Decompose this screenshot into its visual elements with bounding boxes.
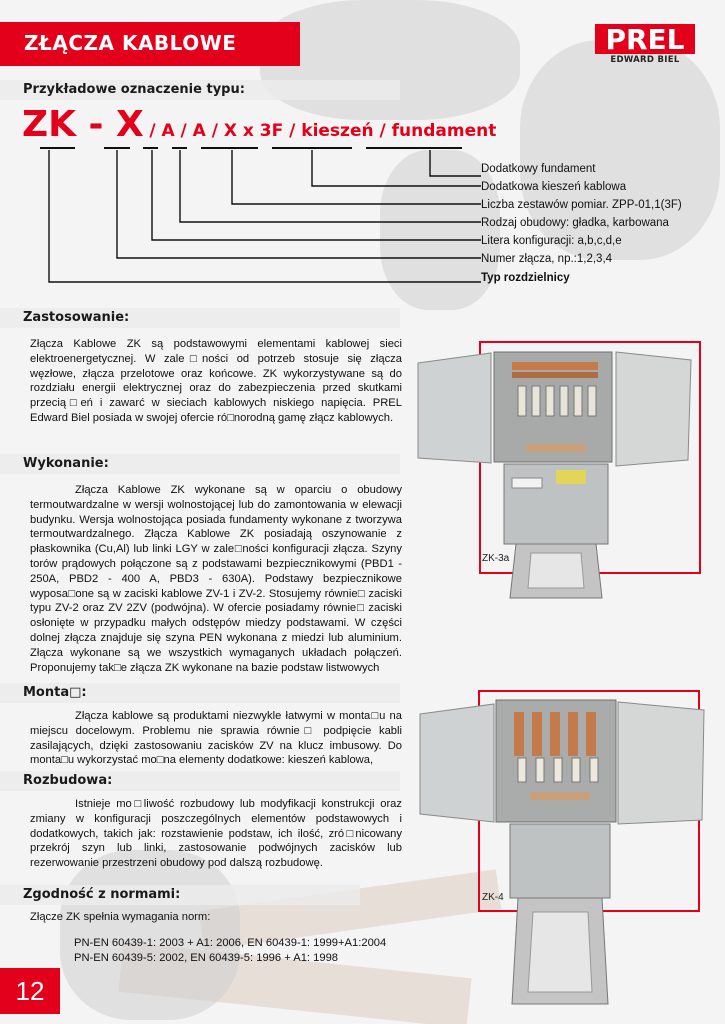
legend-obudowa: Rodzaj obudowy: gładka, karbowana — [481, 217, 669, 229]
montaz-heading: Monta□: — [23, 685, 87, 700]
legend-litera: Litera konfiguracji: a,b,c,d,e — [481, 235, 622, 247]
montaz-text — [30, 709, 402, 768]
legend-zestawy: Liczba zestawów pomiar. ZPP-01,1(3F) — [481, 199, 682, 211]
photo-zk4-label: ZK-4 — [482, 892, 504, 903]
photo-zk3a — [416, 348, 716, 603]
type-code-diagram — [0, 0, 725, 300]
normy-heading-bar — [0, 885, 360, 905]
page-number: 12 — [0, 968, 60, 1014]
rozbudowa-heading-bar — [0, 771, 400, 791]
montaz-heading-bar — [0, 683, 400, 703]
legend-typ: Typ rozdzielnicy — [481, 272, 570, 284]
normy-heading: Zgodność z normami: — [23, 887, 181, 902]
zastosowanie-body: Złącza Kablowe ZK są podstawowymi elementami kablowej sieci elektroenergetycznej. W zale□ności od potrzeb stosuje się złącza węzłowe, złącza przelotowe oraz końcowe. ZK wykorzystywane są do rozdziału energii elektrycznej oraz do zabezpieczenia przed skutkami przecią□eń i zawarć w sieciach kablowych niskiego napięcia. PREL Edward Biel posiada w swojej ofercie ró□norodną gamę złącz kablowych. — [30, 338, 402, 424]
rozbudowa-text — [30, 797, 402, 871]
wykonanie-text — [30, 483, 402, 675]
zastosowanie-heading-bar — [0, 308, 400, 328]
zastosowanie-text — [30, 337, 402, 426]
rozbudowa-body: Istnieje mo□liwość rozbudowy lub modyfikacji konstrukcji oraz zmiany w konfiguracji poszczególnych elementów podstawowych i dodatkowych, takich jak: rozstawienie podstaw, ich ilość, zró□nicowany przekrój szyn lub linki, zastosowanie podwójnych zacisków lub rezerwowanie przestrzeni obudowy pod dalszą rozbudowę. — [30, 798, 402, 870]
type-code-main: ZK - X — [22, 104, 144, 145]
type-code-rest: / A / A / X x 3F / kieszeń / fundament — [149, 121, 497, 141]
rozbudowa-heading: Rozbudowa: — [23, 773, 113, 788]
normy-line-2: PN-EN 60439-5: 2002, EN 60439-5: 1996 + A1: 1998 — [74, 951, 339, 964]
type-example-heading: Przykładowe oznaczenie typu: — [23, 82, 245, 97]
photo-zk3a-label: ZK-3a — [482, 553, 510, 564]
normy-text — [30, 910, 430, 965]
photo-zk4 — [418, 692, 718, 1008]
legend-fundament: Dodatkowy fundament — [481, 163, 596, 175]
logo-subtitle: EDWARD BIEL — [610, 55, 680, 65]
wykonanie-body: Złącza Kablowe ZK wykonane są w oparciu o obudowy termoutwardzalne w wersji wolnostojącej lub do zamontowania w elewacji budynku. Wersja wolnostojąca posiada fundamenty wykonane z tworzywa termoutwardzalnego. Złącza Kablowe ZK posiadają oszynowanie z płaskownika (Cu,Al) lub linki LGY w zale□ności konfiguracji złącza. Szyny torów prądowych połączone są z podstawami bezpiecznikowymi (PBD1 - 250A, PBD2 - 400 A, PBD3 - 630A). Podstawy bezpiecznikowe wyposa□one są w zaciski kablowe ZV-1 i ZV-2. Stosujemy równie□ zaciski typu ZV-2 oraz ZV 2ZV (podwójna). W ofercie posiadamy równie□ zaciski osłonięte w przypadku małych odstępów miedzy podstawami. W części dolnej złącza znajduje się szyna PEN wykonana z miedzi lub aluminium. Złącza wykonane są we wszystkich wymaganych układach połączeń. Proponujemy tak□e złącza ZK wykonane na bazie podstaw listwowych — [30, 484, 402, 674]
normy-intro: Złącze ZK spełnia wymagania norm: — [30, 911, 211, 923]
wykonanie-heading-bar — [0, 454, 400, 474]
montaz-body: Złącza kablowe są produktami niezwykle łatwymi w monta□u na miejscu docelowym. Problemu nie sprawia równie□ podpięcie kabli zasilających, dzięki zastosowaniu zacisków ZV na klucz imbusowy. Do monta□u wykorzystać mo□na elementy dodatkowe: kieszeń kablowa, — [30, 710, 402, 767]
zastosowanie-heading: Zastosowanie: — [23, 310, 130, 325]
legend-numer: Numer złącza, np.:1,2,3,4 — [481, 253, 613, 265]
logo-text: PREL — [605, 24, 685, 56]
legend-kieszen: Dodatkowa kieszeń kablowa — [481, 181, 627, 193]
wykonanie-heading: Wykonanie: — [23, 456, 109, 471]
normy-line-1: PN-EN 60439-1: 2003 + A1: 2006, EN 60439-1: 1999+A1:2004 — [74, 936, 387, 949]
page-title: ZŁĄCZA KABLOWE — [24, 31, 237, 55]
